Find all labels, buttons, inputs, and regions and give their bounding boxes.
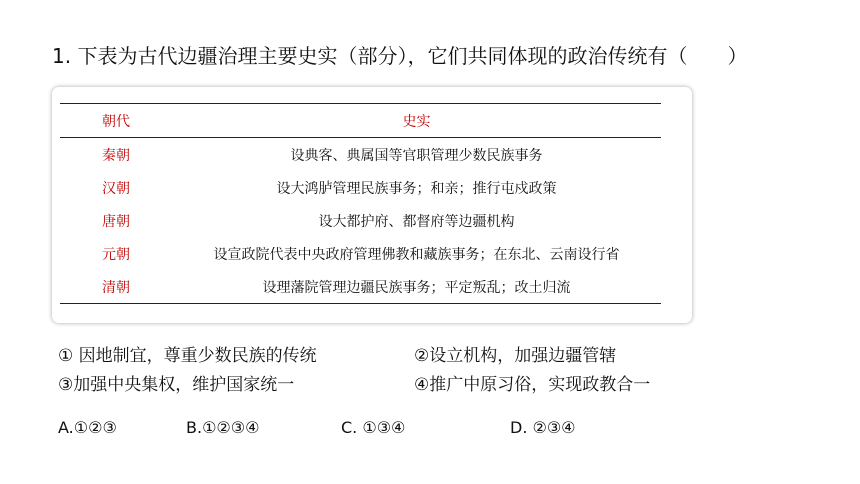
dynasty-cell: 唐朝	[102, 213, 130, 230]
fact-cell: 设大鸿胪管理民族事务；和亲；推行屯戍政策	[276, 180, 557, 197]
choice-a[interactable]: A.①②③	[58, 418, 117, 437]
history-facts-card	[52, 87, 692, 323]
dynasty-cell: 秦朝	[102, 147, 130, 164]
fact-cell: 设宣政院代表中央政府管理佛教和藏族事务；在东北、云南设行省	[213, 246, 620, 263]
history-facts-table	[60, 103, 661, 304]
question-stem: 1. 下表为古代边疆治理主要史实（部分），它们共同体现的政治传统有（ ）	[52, 44, 748, 68]
header-fact: 史实	[402, 113, 431, 130]
fact-cell: 设大都护府、都督府等边疆机构	[318, 213, 515, 230]
dynasty-cell: 清朝	[102, 279, 130, 296]
fact-cell: 设理藩院管理边疆民族事务；平定叛乱；改土归流	[262, 279, 571, 296]
statement-1: ① 因地制宜，尊重少数民族的传统	[58, 346, 317, 366]
choice-c[interactable]: C. ①③④	[341, 418, 406, 437]
choice-b[interactable]: B.①②③④	[186, 418, 260, 437]
table-row	[60, 138, 661, 172]
dynasty-cell: 汉朝	[102, 180, 130, 197]
choice-d[interactable]: D. ②③④	[510, 418, 576, 437]
table-row	[60, 204, 661, 237]
statement-2: ②设立机构，加强边疆管辖	[414, 346, 617, 366]
table-row	[60, 237, 661, 270]
table-header-row	[60, 104, 661, 138]
table-row	[60, 270, 661, 304]
table-row	[60, 171, 661, 204]
header-dynasty: 朝代	[102, 113, 130, 130]
fact-cell: 设典客、典属国等官职管理少数民族事务	[290, 147, 543, 164]
statement-3: ③加强中央集权，维护国家统一	[58, 375, 295, 395]
statement-4: ④推广中原习俗，实现政教合一	[414, 375, 651, 395]
dynasty-cell: 元朝	[102, 246, 130, 263]
